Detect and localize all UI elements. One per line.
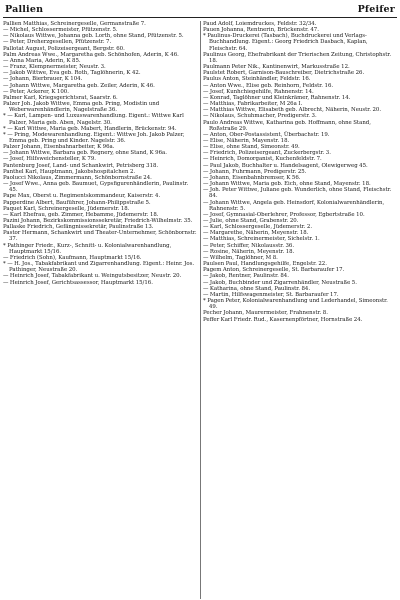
directory-entry: — Wilhelm, Taglöhner, M 8. — [203, 254, 278, 261]
directory-entry: Paulo Andreas Wittwe, Katharina geb. Hoffmann, ohne Stand, Roßstraße 29. — [203, 119, 371, 132]
directory-entry: — Josef, Hilfsweichensteller, K 79. — [3, 156, 96, 163]
directory-entry: — Elise, Näherin, Mayenstr. 18. — [203, 137, 290, 144]
directory-entry: — Johann Wittwe, Angela geb. Heinsdorf, Kolonialwarenhändlerin, Rahnenstr. 5. — [203, 199, 385, 212]
directory-entry: Peffer Karl Friedr. Rud., Kasernenpförtner, Hornstraße 24. — [203, 316, 363, 323]
directory-entry: * — Karl Wittwe, Maria geb. Mabert, Handlerin, Brückenstr. 94. — [3, 125, 177, 132]
directory-entry: — Franz, Klempnermeister, Neustr. 3. — [3, 64, 106, 71]
left-column — [3, 21, 197, 599]
directory-entry: — Karl Ehefrau, geb. Zimmer, Hebamme, Jüdemerstr. 18. — [3, 211, 159, 218]
directory-entry: Pastor Hermann, Schankwirt und Theater-Unternehmer, Schönbornstr. 37. — [3, 230, 197, 243]
directory-entry: Papperdine Albert, Bauführer, Johann-Philippstraße 5. — [3, 199, 151, 206]
header-right-keyword: Pfeifer — [357, 4, 395, 15]
directory-entry: — Margarethe, Näherin, Meyenstr. 18. — [203, 230, 309, 237]
directory-entry: Paolucci Nikolaus, Zimmermann, Schönbornstraße 24. — [3, 174, 152, 181]
running-header — [3, 3, 397, 15]
right-column — [203, 21, 397, 599]
directory-entry: Paud Adolf, Loiemdruckes, Feldstr. 32/34. — [203, 21, 317, 27]
directory-entry: — Jakob, Rentner, Paulinstr. 84. — [203, 273, 289, 280]
directory-entry: * — Pring, Modewarenhandlung. Eigent.: Wittwe Joh. Jakob Palzer, Emma geb. Pring und Kinder. Nagelstr. 36. — [3, 131, 185, 144]
directory-entry: — Josef, Gymnasial-Oberlehrer, Professor, Egbertstraße 10. — [203, 211, 365, 218]
directory-entry: — Peter, Ackerer, K 100. — [3, 88, 69, 95]
directory-entry: Paquet Karl, Schreinergeselle, Jüdemerstr. 18. — [3, 205, 130, 212]
directory-entry: — Julie, ohne Stand, Grabenstr. 20. — [203, 218, 299, 224]
directory-entry: — Joh. Peter Wittwe, Juliane geb. Wunderlich, ohne Stand, Fleischstr. 84. — [203, 187, 392, 200]
directory-entry: Pantenburg Josef, Land- und Schankwirt, Petrisberg 318. — [3, 162, 159, 169]
directory-entry: — Martin, Hilfswagenmeister, St. Barbaraufer 17. — [203, 291, 339, 298]
directory-entry: — Matthias, Schreinermeister, Sichelstr. 1. — [203, 236, 320, 243]
directory-entry: — Johann, Fuhrmann, Predigerstr. 25. — [203, 168, 307, 175]
directory-entry: — Heinrich Josef, Tabakfabrikant u. Weingutsbesitzer, Neustr. 20. — [3, 273, 182, 280]
directory-entry: — Friedrich, Polizeisergeant, Zuckerbergstr. 3. — [203, 150, 331, 157]
directory-entry: — Elise, ohne Stand, Simeonstr. 49. — [203, 144, 300, 151]
directory-entry: Pecher Johann, Maurermeister, Frahnenstr. 8. — [203, 310, 328, 317]
directory-entry: — Josef, Kunhchiegehilfe, Rahnenstr. 14. — [203, 88, 314, 95]
directory-entry: — Michel, Schlossermeister, Pfützenstr. 5. — [3, 27, 118, 34]
directory-entry: — Katharina, ohne Stand, Paulinstr. 84. — [203, 285, 311, 292]
directory-entry: Paulstet Robert, Garnison-Bauschreiber, Dietrichstraße 26. — [203, 70, 365, 77]
directory-entry: — Nikolaus Wittwe, Johanna geb. Lorth, ohne Stand, Pfützenstr. 5. — [3, 33, 184, 40]
directory-entry: — Karl, Schlossergeselle, Jüdemerstr. 2. — [203, 224, 313, 231]
directory-entry: Pallaske Friedrich, Gefängnissekretär, Paulinstraße 13. — [3, 224, 154, 231]
directory-entry: — Johann, Eisenbahnbremser, K 56. — [203, 174, 301, 181]
directory-entry: — Anton Wwe., Elise geb. Reinhorn, Feldstr. 16. — [203, 82, 334, 89]
directory-entry: — Peter, Schiffer, Nikolausstr. 36. — [203, 242, 295, 249]
directory-entry: — Rosine, Näherin, Meyenstr. 18. — [203, 248, 295, 255]
directory-entry: — Johann Wittwe, Maria geb. Eich, ohne Stand, Mayenstr. 18. — [203, 181, 371, 188]
header-left-keyword: Pallien — [5, 4, 44, 15]
directory-entry: — Johann Wittwe, Margaretha geb. Zeiler, Aderin, K 46. — [3, 82, 155, 89]
directory-entry: Palzer Joh. Jakob Wittwe, Emma geb. Pring, Modistin und Weberwarenhändlerin, Nagelstraße 36. — [3, 101, 160, 114]
entry-columns — [3, 21, 397, 599]
directory-entry: * Pathinger Friedr., Kurz-, Schnitt- u. Kolonialwarenhandlung, Hauptmarkt 15/16. — [3, 242, 172, 255]
directory-entry: * — H. Jos., Tabakfabrikant und Zigarrenhandlung. Eigent.: Heinr. Jos. Pathinger, Neustraße 20. — [3, 261, 195, 274]
directory-entry: Panthel Karl, Hauptmann, Jakobshospitalchen 2. — [3, 168, 136, 175]
directory-entry: — Konrad, Taglöhner und Kleinkrämer, Rahnenstr. 14. — [203, 94, 351, 101]
directory-entry: Palm Andreas Wwe., Margaretha geb. Schönhofen, Aderin, K 46. — [3, 51, 179, 58]
directory-entry: Paulus Anton, Steinhändler, Feldstr. 16. — [203, 76, 311, 83]
header-rule — [3, 17, 397, 18]
directory-entry: — Heinrich Josef, Gerichtsassessor, Hauptmarkt 15/16. — [3, 279, 153, 286]
directory-entry: — Peter, Dreherzgesellen, Pfützenstr. 7. — [3, 39, 112, 46]
directory-entry: Paulsen Paul, Handlungsgehilfe, Engelstr. 22. — [203, 261, 327, 268]
directory-entry: Paulmann Peter Nik., Kantinenwirt, Markusstraße 12. — [203, 64, 350, 71]
directory-entry: Pape Max, Oberst u. Regimentskommandeur, Kaiserstr. 4. — [3, 193, 161, 200]
directory-entry: * — Karl, Lampen- und Luxuswarenhandlung. Eigent.: Wittwe Karl Palzer, Maria geb. Aben, Nagelstr. 30. — [3, 113, 184, 126]
directory-entry: Pauen Johanna, Rentnerin, Brückenstr. 47. — [203, 27, 319, 34]
directory-entry: Pagem Anton, Schreinergeselle, St. Barbaraufer 17. — [203, 267, 345, 274]
directory-entry: — Anton, Ober-Postassistent, Überbachstr. 19. — [203, 131, 330, 138]
directory-entry: — Johann Wittwe, Barbara geb. Regnery, ohne Stand, K 96a. — [3, 150, 167, 157]
directory-entry: — Johann, Bierbrauer, K 104. — [3, 76, 83, 83]
directory-entry: Pallotat August, Polizeisergeant, Bergstr. 60. — [3, 45, 125, 52]
directory-entry: — Matthias, Fabrikarbeiter, M 26a I. — [203, 101, 303, 108]
directory-entry: Paulinus Georg, Ehefrabrikant der Trierischen Zeitung, Christophstr. 18. — [203, 51, 392, 64]
directory-entry: — Friedrich (Sohn), Kaufmann, Hauptmarkt 15/16. — [3, 254, 142, 261]
directory-entry: * Pagen Peter, Kolonialwarenhandlung und Lederhandel, Simeonstr. 49. — [203, 298, 388, 311]
directory-entry: — Heinrich, Domorganist, Kuchenfeldstr. 7. — [203, 156, 322, 163]
directory-entry: — Jakob, Buchbinder und Zigarrenhändler, Neustraße 5. — [203, 279, 357, 286]
directory-entry: — Nikolaus, Schuhmacher, Predigerstr. 3. — [203, 113, 317, 120]
directory-entry: — Paul Jakob, Buchhalter u. Handelsagent, Olewigerweg 45. — [203, 162, 368, 169]
directory-entry: — Matthias Wittwe, Elisabeth geb. Albrecht, Näherin, Neustr. 20. — [203, 107, 382, 114]
directory-entry: Pallien Matthias, Schreinergeselle, Germanstraße 7. — [3, 21, 146, 27]
directory-entry: — Jakob Wittwe, Eva geb. Roth, Taglöhnerin, K 42. — [3, 70, 141, 77]
directory-entry: Palmer Karl, Kriegsgerichtsrat, Saarstr. 6. — [3, 94, 118, 101]
directory-entry: Pazini Johann, Bezirkskommissionssekretär, Friedrich-Wilhelmstr. 35. — [3, 218, 193, 224]
directory-entry: — Josef Wwe., Anna geb. Baumuet, Gypsfigurenhändlerin, Paulinstr. 45. — [3, 181, 189, 194]
directory-entry: * Paulinus-Druckerei (Tasbach), Buchdruckerei und Verlags-Buchhandlung. Eigent.: Georg Friedrich Dasbach, Kaplan, Fleischstr. 64. — [203, 33, 368, 52]
directory-entry: — Anna Maria, Aderin, K 85. — [3, 57, 81, 64]
directory-entry: Palzer Johann, Eisenbahnarbeiter, K 96a. — [3, 144, 115, 151]
